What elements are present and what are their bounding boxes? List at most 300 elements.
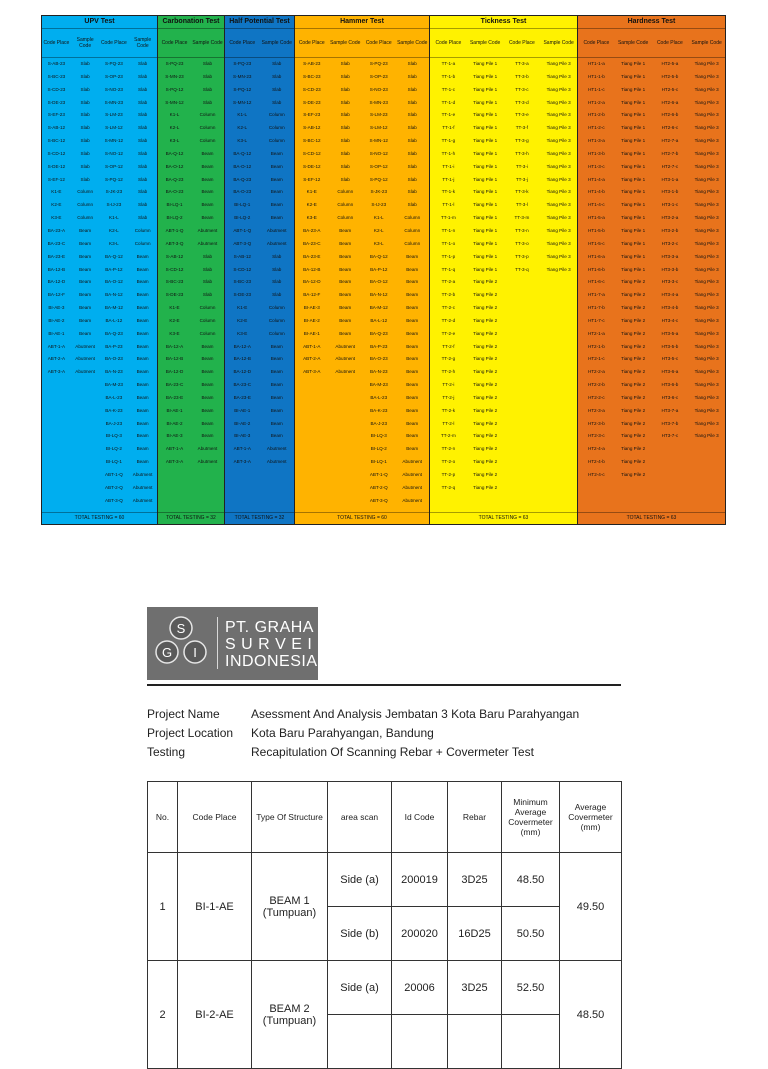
sheet-cell: BI-AE-2 (303, 317, 320, 323)
sheet-cell: BI-LQ-1 (234, 202, 251, 208)
sheet-cell: HT1-1-a (587, 61, 605, 66)
sheet-cell: ABT-1-A (303, 343, 321, 349)
sheet-cell (504, 353, 541, 366)
sheet-cell: Column (404, 240, 421, 246)
sheet-cell: Tiang Pile 2 (473, 420, 498, 426)
sheet-cell: Slab (407, 150, 417, 156)
sheet-cell: BA-L-12 (105, 317, 123, 323)
sheet-cell: TT-1-p (441, 253, 456, 259)
sheet-cell: Slab (138, 61, 148, 66)
sheet-cell: S-LM-23 (105, 112, 123, 118)
sheet-cell: Beam (136, 369, 149, 375)
sheet-cell: TT-3-g (515, 138, 529, 144)
sheet-cell: Column (268, 125, 285, 131)
sheet-row (578, 328, 725, 341)
sheet-row (42, 199, 157, 212)
sheet-row (42, 276, 157, 289)
column-header: Code Place (583, 40, 610, 46)
sheet-cell: S-PQ-12 (104, 176, 123, 182)
sheet-row (42, 328, 157, 341)
sheet-cell: K1-E (237, 305, 248, 311)
sheet-cell: Slab (202, 253, 213, 259)
sheet-row (158, 212, 224, 225)
sheet-cell: Tiang Pile 3 (694, 407, 719, 413)
hardness-test-group (578, 16, 725, 524)
sheet-cell (504, 366, 541, 379)
sheet-cell: Tiang Pile 1 (621, 112, 646, 118)
sheet-cell: BA-23-E (165, 394, 184, 400)
sheet-row (295, 392, 429, 405)
sheet-row (225, 238, 294, 251)
sheet-cell: Slab (138, 189, 148, 195)
sheet-cell: Abutment (266, 446, 287, 452)
row-id-code: 200020 (392, 907, 448, 961)
sheet-row (430, 353, 577, 366)
sheet-cell: Tiang Pile 3 (694, 125, 719, 131)
testing-value: Recapitulation Of Scanning Rebar + Covermeter Test (251, 745, 534, 759)
sheet-cell: TT-2-e (441, 330, 456, 336)
column-header: Code Place (656, 40, 683, 46)
column-header: Code Place (161, 40, 188, 46)
sheet-row (430, 418, 577, 431)
sheet-cell (504, 289, 541, 302)
row-id-code: 200019 (392, 853, 448, 907)
sheet-cell: BA-23-E (303, 253, 321, 259)
upv-test-group (42, 16, 158, 524)
sheet-cell: HT2-3-a (587, 407, 605, 413)
sheet-cell: TT-1-m (440, 215, 456, 221)
sheet-cell (540, 302, 577, 315)
sheet-cell: Slab (138, 215, 148, 221)
sheet-cell: HT1-5-c (588, 240, 605, 246)
sheet-cell: Tiang Pile 1 (621, 125, 646, 131)
sheet-row (578, 302, 725, 315)
sheet-cell: TT-3-h (515, 150, 529, 156)
sheet-cell: K1-E (169, 305, 180, 311)
sheet-cell (652, 469, 689, 482)
column-header: Sample Code (469, 40, 501, 46)
sheet-cell: S-LM-12 (105, 125, 123, 131)
sheet-row (225, 405, 294, 418)
sheet-cell: Tiang Pile 3 (694, 382, 719, 388)
sheet-row (430, 430, 577, 443)
sheet-cell: S-PQ-23 (165, 61, 184, 66)
sheet-cell: Slab (407, 163, 417, 169)
col-min-cover: Minimum Average Covermeter (mm) (502, 782, 560, 853)
sheet-cell: S-IJ-23 (106, 202, 122, 208)
group-total: TOTAL TESTING = 60 (295, 512, 429, 524)
sheet-row (430, 264, 577, 277)
sheet-cell (540, 341, 577, 354)
sheet-row (295, 469, 429, 482)
sheet-cell: BA-Q-23 (104, 330, 123, 336)
sheet-cell: S-DE-23 (165, 292, 184, 298)
sheet-cell: Beam (270, 394, 283, 400)
sheet-cell: Beam (339, 292, 352, 298)
sheet-cell: Tiang Pile 3 (546, 86, 571, 92)
group-title: Hardness Test (578, 16, 725, 29)
sheet-row (578, 135, 725, 148)
sheet-row (578, 148, 725, 161)
sheet-cell: Beam (79, 292, 92, 298)
sheet-cell: Tiang Pile 3 (694, 420, 719, 426)
sheet-cell: TT-3-b (515, 73, 529, 79)
sheet-cell: S-MN-23 (369, 99, 388, 105)
sheet-cell: Column (268, 317, 285, 323)
sheet-cell: TT-3-k (515, 189, 529, 195)
sheet-cell: Tiang Pile 3 (546, 227, 571, 233)
sheet-row (42, 264, 157, 277)
group-header (578, 29, 725, 58)
group-header (430, 29, 577, 58)
sheet-cell: Tiang Pile 2 (621, 330, 646, 336)
sheet-row (295, 289, 429, 302)
sheet-cell: BA-O-23 (165, 189, 184, 195)
sheet-row (225, 289, 294, 302)
sheet-cell: Slab (138, 125, 148, 131)
sheet-cell: BA-12-D (233, 369, 252, 375)
sheet-cell: Column (199, 138, 216, 144)
hammer-test-group (295, 16, 430, 524)
sheet-cell (329, 405, 363, 418)
sheet-cell: Abutment (402, 472, 423, 477)
sheet-cell: K3-L (373, 240, 384, 246)
sheet-row (295, 482, 429, 495)
sheet-cell: Tiang Pile 3 (694, 189, 719, 195)
sheet-cell: S-MN-23 (233, 73, 252, 79)
sheet-row (430, 482, 577, 495)
sheet-cell: Beam (339, 227, 352, 233)
sheet-row (578, 405, 725, 418)
sheet-cell (329, 392, 363, 405)
sheet-cell: Beam (79, 266, 92, 272)
sheet-cell: Beam (406, 394, 419, 400)
sheet-cell: Tiang Pile 1 (621, 176, 646, 182)
sheet-cell: TT-2-i (442, 382, 455, 388)
sheet-cell: Tiang Pile 1 (621, 138, 646, 144)
sheet-cell: Tiang Pile 3 (694, 279, 719, 285)
group-body (225, 58, 294, 469)
sheet-cell: TT-2-q (441, 484, 456, 490)
group-header (295, 29, 429, 58)
sheet-cell (540, 379, 577, 392)
sheet-cell: ABT-3-A (47, 369, 66, 375)
sheet-cell: BA-L-23 (105, 394, 123, 400)
sheet-cell: HT1-7-b (587, 305, 605, 311)
half-potential-test-group (225, 16, 295, 524)
sheet-cell: TT-3-j (515, 176, 528, 182)
sheet-cell: Tiang Pile 3 (694, 356, 719, 362)
sheet-row (158, 302, 224, 315)
sheet-cell: S-CD-12 (233, 266, 252, 272)
sheet-cell: Tiang Pile 1 (621, 150, 646, 156)
sheet-cell: HT1-3-b (587, 150, 605, 156)
sheet-row (295, 353, 429, 366)
sheet-row (295, 315, 429, 328)
sheet-cell: ABT-2-Q (369, 484, 388, 490)
sheet-cell: K2-L (169, 125, 180, 131)
sheet-row (295, 418, 429, 431)
sheet-cell: ABT-1-A (165, 446, 184, 452)
sheet-cell: BA-O-12 (369, 279, 388, 285)
sheet-cell: TT-2-c (441, 305, 456, 311)
sheet-cell: HT2-5-b (661, 73, 679, 79)
sheet-cell: Beam (406, 292, 419, 298)
sheet-cell: Beam (79, 279, 92, 285)
sheet-cell: Tiang Pile 3 (546, 266, 571, 272)
sheet-cell: TT-1-e (441, 112, 456, 118)
sheet-row (42, 135, 157, 148)
col-avg-cover: Average Covermeter (mm) (560, 782, 622, 853)
sheet-row (578, 456, 725, 469)
sheet-cell: Beam (79, 253, 92, 259)
sheet-cell: Slab (407, 125, 417, 131)
sheet-row (225, 264, 294, 277)
sheet-row (158, 225, 224, 238)
sheet-cell: S-PQ-23 (233, 61, 252, 66)
sheet-cell (295, 469, 329, 482)
column-header: Code Place (298, 40, 325, 46)
sheet-cell: Beam (136, 343, 149, 349)
sheet-row (42, 186, 157, 199)
row-rebar: 3D25 (448, 853, 502, 907)
sheet-cell: Tiang Pile 2 (473, 343, 498, 349)
sheet-cell: Beam (406, 279, 419, 285)
sheet-row (158, 392, 224, 405)
sheet-cell: TT-3-e (515, 112, 529, 118)
sheet-cell: Tiang Pile 1 (473, 240, 498, 246)
sheet-cell: Tiang Pile 3 (694, 163, 719, 169)
sheet-row (578, 225, 725, 238)
sheet-cell: Slab (340, 176, 350, 182)
sheet-cell: Slab (80, 112, 90, 118)
sheet-cell: Tiang Pile 1 (621, 163, 646, 169)
sheet-cell: Slab (272, 266, 282, 272)
sheet-cell: BI-AE-1 (166, 407, 183, 413)
group-header (158, 29, 224, 58)
sheet-cell: Slab (80, 99, 90, 105)
sheet-cell: HT2-3-b (587, 420, 605, 426)
row-id-code: 20006 (392, 961, 448, 1015)
sheet-cell: Beam (201, 150, 214, 156)
sheet-cell: Beam (406, 407, 419, 413)
sheet-cell: Tiang Pile 2 (621, 420, 646, 426)
sheet-row (158, 289, 224, 302)
sheet-cell: Beam (270, 356, 283, 362)
sheet-row (158, 430, 224, 443)
sheet-cell: Tiang Pile 3 (694, 330, 719, 336)
sheet-row (158, 186, 224, 199)
sheet-row (578, 58, 725, 71)
sheet-cell (504, 315, 541, 328)
sheet-cell: Tiang Pile 3 (694, 305, 719, 311)
sheet-cell: S-EF-12 (303, 176, 321, 182)
sheet-cell (42, 443, 71, 456)
sheet-row (225, 135, 294, 148)
sheet-cell: BI-AE-3 (303, 305, 320, 311)
sheet-row (578, 379, 725, 392)
sheet-cell: K2-E (169, 317, 180, 323)
sheet-cell: S-NO-23 (369, 86, 388, 92)
sheet-cell: TT-2-g (441, 356, 456, 362)
group-total: TOTAL TESTING = 32 (225, 512, 294, 524)
sheet-cell (504, 456, 541, 469)
sheet-row (158, 161, 224, 174)
row-code-place: BI-1-AE (178, 853, 252, 961)
sheet-cell: Beam (339, 279, 352, 285)
sheet-cell: Tiang Pile 3 (694, 112, 719, 118)
sheet-row (578, 418, 725, 431)
sheet-cell: K3-L (237, 138, 248, 144)
sheet-row (430, 122, 577, 135)
sheet-row (295, 302, 429, 315)
sheet-cell: Tiang Pile 2 (473, 459, 498, 465)
sheet-cell: K1-E (51, 189, 62, 195)
sheet-row (158, 58, 224, 71)
sheet-row (225, 251, 294, 264)
row-structure: BEAM 1 (Tumpuan) (252, 853, 328, 961)
sheet-cell: HT1-7-a (587, 292, 605, 298)
sheet-cell (71, 443, 100, 456)
sheet-cell: BA-O-12 (104, 279, 123, 285)
sheet-cell: Beam (270, 433, 283, 439)
sheet-cell: Column (404, 227, 421, 233)
sheet-cell: Slab (80, 86, 90, 92)
sheet-cell: Column (134, 240, 151, 246)
group-header (225, 29, 294, 58)
sheet-cell: Slab (80, 150, 90, 156)
sheet-cell: HT1-2-b (587, 112, 605, 118)
sheet-cell: HT1-4-a (587, 176, 605, 182)
sheet-cell: Slab (340, 112, 350, 118)
sheet-cell: S-DE-12 (47, 163, 66, 169)
sheet-cell: HT1-1-b (587, 73, 605, 79)
sheet-cell: Abutment (402, 484, 423, 490)
sheet-cell: TT-1-d (441, 99, 456, 105)
sheet-row (225, 366, 294, 379)
sheet-row (578, 84, 725, 97)
row-area-scan: Side (a) (328, 853, 392, 907)
sheet-cell: Slab (272, 292, 282, 298)
sheet-cell (42, 405, 71, 418)
group-title: Hammer Test (295, 16, 429, 29)
sheet-cell: BI-AE-3 (166, 433, 183, 439)
sheet-row (295, 264, 429, 277)
sheet-cell: HT3-1-b (661, 189, 679, 195)
sheet-cell: Beam (136, 279, 149, 285)
sheet-cell (329, 430, 363, 443)
sheet-cell: BA-12-D (302, 279, 321, 285)
sheet-cell: HT3-7-b (661, 420, 679, 426)
col-structure: Type Of Structure (252, 782, 328, 853)
sheet-cell: Tiang Pile 1 (473, 61, 498, 66)
sheet-cell: Beam (406, 446, 419, 452)
sheet-cell: Slab (340, 138, 350, 144)
sheet-cell: Slab (407, 99, 417, 105)
sheet-cell (540, 276, 577, 289)
project-location-value: Kota Baru Parahyangan, Bandung (251, 726, 434, 740)
sheet-cell: HT1-3-a (587, 138, 605, 144)
sheet-cell: HT3-2-b (661, 227, 679, 233)
sheet-cell: BI-LQ-1 (105, 459, 122, 465)
sheet-cell: Slab (272, 279, 282, 285)
sheet-row (295, 430, 429, 443)
sheet-cell: HT1-1-c (588, 86, 605, 92)
sheet-row (295, 341, 429, 354)
sheet-cell (504, 302, 541, 315)
sheet-cell (540, 469, 577, 482)
sheet-cell: S-AB-23 (47, 61, 66, 66)
sheet-cell: K2-L (109, 227, 119, 233)
sheet-cell (42, 456, 71, 469)
sheet-cell: S-MN-23 (165, 73, 184, 79)
sheet-row (295, 366, 429, 379)
sheet-cell: Beam (270, 202, 283, 208)
sheet-cell: HT2-4-b (587, 459, 605, 465)
sheet-cell: Tiang Pile 1 (621, 99, 646, 105)
sheet-row (158, 456, 224, 469)
sheet-cell: Beam (270, 382, 283, 388)
sheet-row (578, 430, 725, 443)
sheet-cell: Tiang Pile 1 (621, 86, 646, 92)
sheet-cell: ABT-1-Q (165, 227, 184, 233)
sheet-cell: S-BC-12 (302, 138, 321, 144)
sheet-cell: Slab (80, 73, 90, 79)
sheet-cell: Beam (136, 420, 149, 426)
sheet-cell: Slab (340, 73, 350, 79)
group-title: Carbonation Test (158, 16, 224, 29)
sheet-cell: HT1-6-a (587, 253, 605, 259)
sheet-row (158, 418, 224, 431)
sheet-cell: Tiang Pile 2 (473, 330, 498, 336)
sheet-cell: Beam (406, 420, 419, 426)
sheet-cell: BI-AE-3 (234, 433, 251, 439)
sheet-cell: Tiang Pile 1 (621, 266, 646, 272)
sheet-cell: Slab (202, 292, 213, 298)
sheet-row (158, 71, 224, 84)
sheet-cell: Slab (407, 189, 417, 195)
sheet-cell: Tiang Pile 3 (546, 73, 571, 79)
sheet-cell: Slab (138, 202, 148, 208)
sheet-row (295, 238, 429, 251)
sheet-cell: TT-1-k (441, 189, 456, 195)
sheet-row (42, 443, 157, 456)
sheet-cell: TT-3-m (514, 215, 530, 221)
sheet-cell: Abutment (197, 459, 218, 465)
sheet-cell: Abutment (197, 240, 218, 246)
column-header: Sample Code (192, 40, 223, 46)
sheet-row (295, 212, 429, 225)
sheet-cell: Tiang Pile 2 (621, 382, 646, 388)
sheet-cell (71, 456, 100, 469)
testing-label: Testing (147, 745, 186, 759)
sheet-cell: Tiang Pile 1 (621, 61, 646, 66)
sheet-cell: Slab (138, 163, 148, 169)
sheet-cell: HT1-7-c (588, 317, 605, 323)
column-header: Sample Code (261, 40, 292, 46)
sheet-cell: BA-O-23 (104, 356, 123, 362)
sheet-cell: BA-Q-12 (369, 253, 388, 259)
sheet-row (225, 109, 294, 122)
sheet-row (430, 276, 577, 289)
row-rebar (448, 1015, 502, 1069)
sheet-cell: HT1-3-c (588, 163, 605, 169)
sheet-cell: ABT-3-Q (165, 240, 184, 246)
sheet-cell: Beam (136, 382, 149, 388)
sheet-cell (71, 418, 100, 431)
sheet-cell (540, 328, 577, 341)
sheet-cell: BA-O-23 (369, 356, 388, 362)
